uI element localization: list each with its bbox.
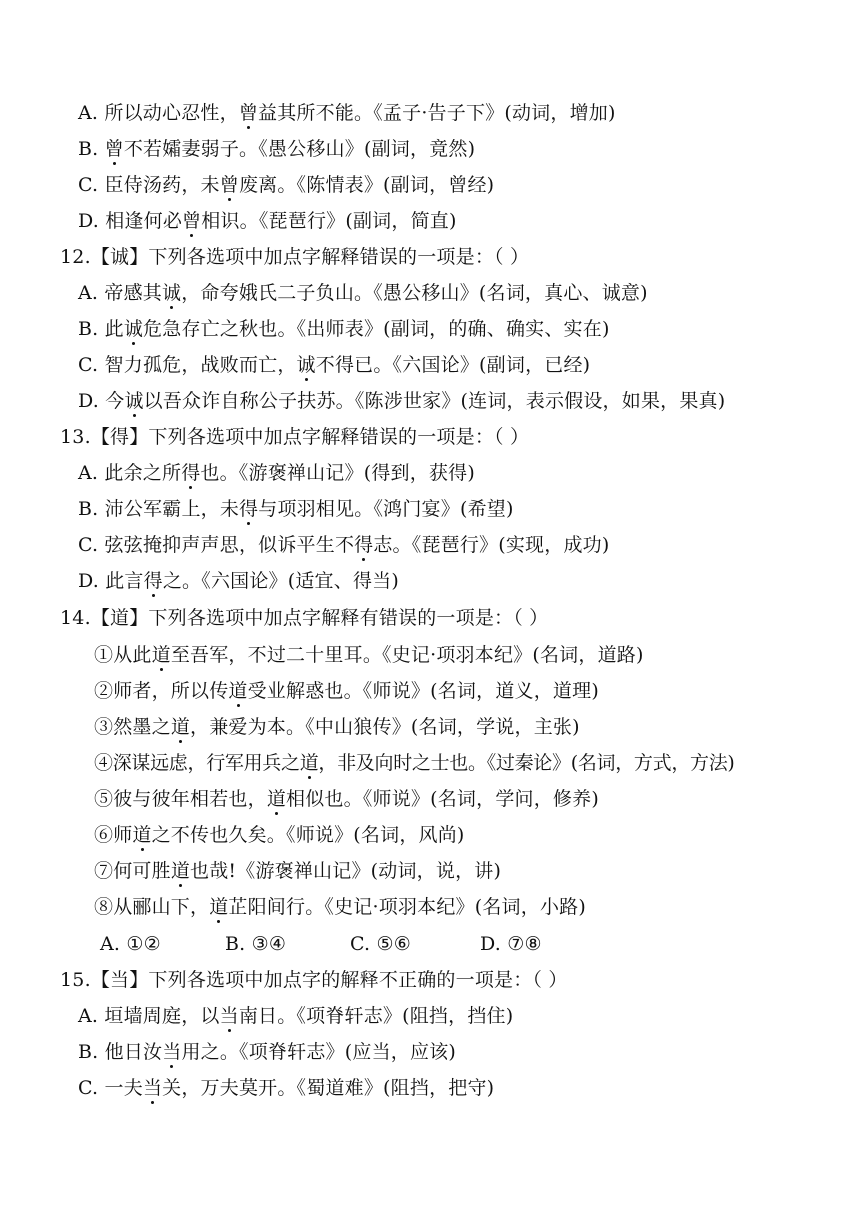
dotted-character: 道 [170,716,191,738]
q14-item-5 [94,787,599,811]
dotted-character: 道 [132,824,152,846]
text-segment: C. 一夫 [78,1077,143,1099]
q13-option-d [78,569,399,593]
text-segment: A. 所以动心忍性， [78,102,239,124]
text-segment: 危急存亡之秋也。《出师表》(副词，的确、确实、实在) [143,318,610,340]
q13-stem: 13.【得】下列各选项中加点字解释错误的一项是：（ ） [60,426,530,448]
q14-item-4 [94,751,735,775]
text-segment: 益其所不能。《孟子·告子下》(动词，增加) [258,102,616,124]
text-segment: 不得已。《六国论》(副词，已经) [315,354,591,376]
dotted-character: 诚 [124,390,144,412]
text-segment: B. 他日汝 [78,1041,163,1063]
dotted-character: 得 [143,570,163,592]
q14-item-6 [94,823,465,847]
q12-option-d [78,389,725,413]
dotted-character: 道 [170,860,191,882]
text-segment: 之不传也久矣。《师说》(名词，风尚) [151,824,465,846]
text-segment: ，命夸娥氏二子负山。《愚公移山》(名词，真心、诚意) [181,282,648,304]
text-segment: A. 此余之所 [78,462,182,484]
q14-choice-b: B. ③④ [225,933,287,955]
dotted-character: 诚 [162,282,182,304]
text-segment: ②师者，所以传 [94,680,229,702]
text-segment: 不若孀妻弱子。《愚公移山》(副词，竟然) [123,138,476,160]
dotted-character: 得 [181,462,201,484]
text-segment: C. 弦弦掩抑声声思，似诉平生不 [78,534,355,556]
text-segment: C. 智力孤危，战败而亡， [78,354,297,376]
q12-stem: 12.【诚】下列各选项中加点字解释错误的一项是：（ ） [60,246,530,268]
text-segment: ⑦何可胜 [94,860,171,882]
q12-option-b [78,317,610,341]
text-segment: 至吾军，不过二十里耳。《史记·项羽本纪》(名词，道路) [170,644,644,666]
text-segment: D. 此言 [78,570,144,592]
text-segment: ，兼爱为本。《中山狼传》(名词，学说，主张) [190,716,580,738]
dotted-character: 当 [162,1041,182,1063]
text-segment: 用之。《项脊轩志》(应当，应该) [181,1041,456,1063]
dotted-character: 曾 [238,102,259,124]
q14-choice-d: D. ⑦⑧ [480,933,542,955]
dotted-character: 得 [354,534,374,556]
dotted-character: 道 [299,752,319,774]
text-segment: ⑧从郦山下， [94,896,210,918]
text-segment: B. 沛公军霸上，未 [78,498,240,520]
dotted-character: 曾 [182,210,202,232]
q13-option-b [78,497,514,521]
q14-choice-a: A. ①② [100,933,161,955]
text-segment: 芷阳间行。《史记·项羽本纪》(名词，小路) [228,896,586,918]
dotted-character: 曾 [219,174,239,196]
text-segment: B. [78,138,105,160]
text-segment: 相识。《琵琶行》(副词，简直) [201,210,457,232]
dotted-character: 道 [266,788,287,810]
text-segment: 受业解惑也。《师说》(名词，道义，道理) [247,680,599,702]
q11-option-a [78,101,616,125]
text-segment: ④深谋远虑，行军用兵之 [94,752,300,774]
dotted-character: 得 [239,498,259,520]
text-segment: B. 此 [78,318,124,340]
dotted-character: 道 [209,896,229,918]
dotted-character: 诚 [296,354,316,376]
dotted-character: 当 [219,1005,239,1027]
text-segment: D. 相逢何必 [78,210,183,232]
q15-option-a [78,1004,513,1028]
q14-stem: 14.【道】下列各选项中加点字解释有错误的一项是：（ ） [60,607,549,629]
text-segment: ③然墨之 [94,716,171,738]
q14-item-1 [94,643,644,667]
text-segment: 以吾众诈自称公子扶苏。《陈涉世家》(连词，表示假设，如果，果真) [143,390,726,412]
q11-option-c [78,173,494,197]
q11-option-b [78,137,475,161]
text-segment: 志。《琵琶行》(实现，成功) [373,534,610,556]
q14-choices [100,932,542,956]
dotted-character: 道 [228,680,248,702]
dotted-character: 诚 [123,318,144,340]
q15-option-b [78,1040,456,1064]
q12-option-a [78,281,648,305]
dotted-character: 道 [151,644,171,666]
text-segment: A. 帝感其 [78,282,163,304]
text-segment: 废离。《陈情表》(副词，曾经) [238,174,495,196]
q14-item-7 [94,859,501,883]
text-segment: ，非及向时之士也。《过秦论》(名词，方式，方法) [318,752,735,774]
text-segment: ⑤彼与彼年相若也， [94,788,267,810]
text-segment: C. 臣侍汤药，未 [78,174,220,196]
dotted-character: 曾 [104,138,124,160]
q15-option-c [78,1076,494,1100]
text-segment: A. 垣墙周庭，以 [78,1005,220,1027]
q12-option-c [78,353,590,377]
text-segment: 与项羽相见。《鸿门宴》(希望) [258,498,514,520]
q14-item-8 [94,895,586,919]
q14-choice-c: C. ⑤⑥ [350,933,412,955]
q15-stem: 15.【当】下列各选项中加点字的解释不正确的一项是：（ ） [60,969,568,991]
text-segment: 关，万夫莫开。《蜀道难》(阻挡，把守) [162,1077,495,1099]
text-segment: 相似也。《师说》(名词，学问，修养) [286,788,599,810]
q11-option-d [78,209,457,233]
q13-option-a [78,461,475,485]
q13-option-c [78,533,609,557]
text-segment: 南日。《项脊轩志》(阻挡，挡住) [238,1005,514,1027]
q14-item-3 [94,715,580,739]
text-segment: ①从此 [94,644,152,666]
q14-item-2 [94,679,599,703]
text-segment: 也。《游褒禅山记》(得到，获得) [200,462,475,484]
text-segment: ⑥师 [94,824,133,846]
dotted-character: 当 [142,1077,163,1099]
text-segment: 也哉!《游褒禅山记》(动词，说，讲) [190,860,502,882]
text-segment: 之。《六国论》(适宜、得当) [162,570,399,592]
text-segment: D. 今 [78,390,125,412]
